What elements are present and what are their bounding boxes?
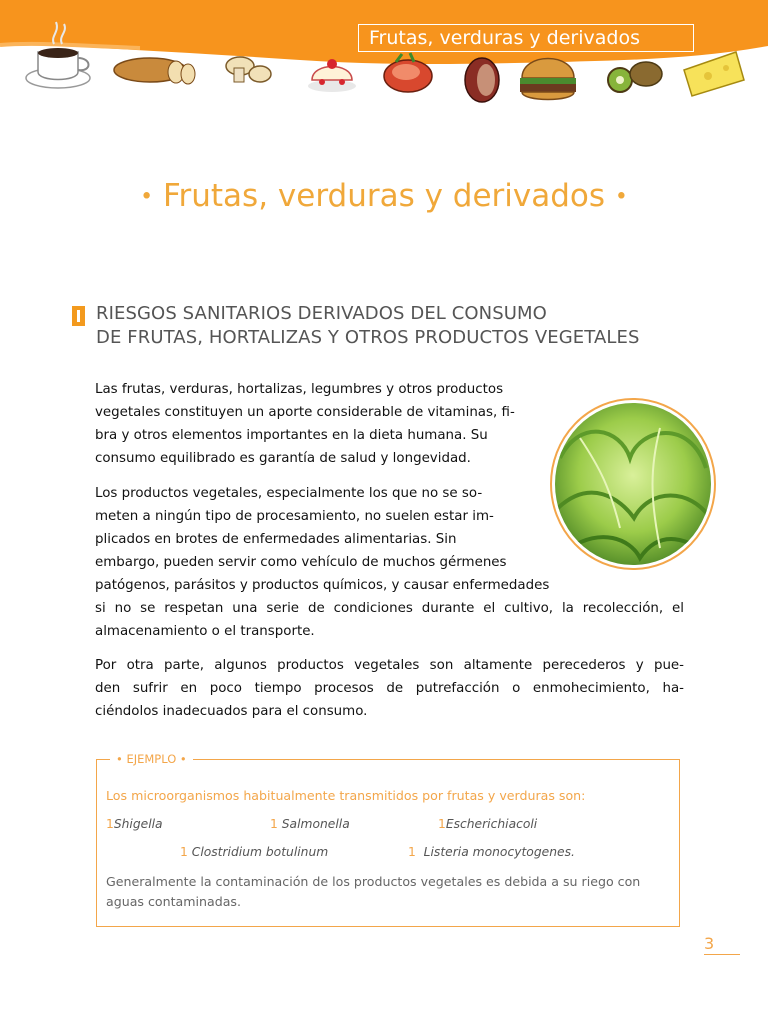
paragraph-2-line-2: meten a ningún tipo de procesamiento, no suelen estar im- (95, 509, 494, 524)
example-item-escherichia (438, 814, 537, 834)
title-bullet-left: • (140, 184, 154, 210)
header-title: Frutas, verduras y derivados (358, 24, 694, 52)
item-marker: 1 (180, 845, 188, 859)
item-text: Clostridium botulinum (191, 845, 329, 859)
example-item-listeria (408, 842, 575, 862)
example-item-clostridium (180, 842, 328, 862)
paragraph-1-line-3: bra y otros elementos importantes en la dieta humana. Su (95, 428, 488, 443)
paragraph-3-line-2: den sufrir en poco tiempo procesos de putrefacción o enmohecimiento, ha- (95, 681, 684, 696)
bread-icon (114, 58, 195, 84)
item-marker: 1 (270, 817, 278, 831)
paragraph-2-line-3: plicados en brotes de enfermedades alimentarias. Sin (95, 532, 457, 547)
example-footer-line1: Generalmente la contaminación de los productos vegetales es debida a su riego con (106, 874, 641, 889)
page-number: 3 (704, 934, 740, 955)
paragraph-1-line-4: consumo equilibrado es garantía de salud y longevidad. (95, 451, 471, 466)
section-marker-icon (72, 306, 85, 326)
mushrooms-icon (226, 57, 271, 82)
page-title (0, 176, 768, 218)
lettuce-photo (550, 398, 716, 570)
item-marker: 1 (106, 817, 114, 831)
paragraph-2-line-5: patógenos, parásitos y productos químicos, y causar enfermedades (95, 578, 550, 593)
page-title-text: Frutas, verduras y derivados (162, 178, 606, 214)
dessert-icon (308, 59, 356, 92)
paragraph-2-line-4: embargo, pueden servir como vehículo de muchos gérmenes (95, 555, 507, 570)
paragraph-3-line-3: ciéndolos inadecuados para el consumo. (95, 704, 368, 719)
header-banner (0, 0, 768, 104)
item-text: Shigella (113, 817, 163, 831)
onion-icon (465, 58, 499, 102)
item-marker: 1 (408, 845, 416, 859)
item-text: Escherichiacoli (445, 817, 538, 831)
kiwi-icon (608, 62, 662, 92)
example-intro: Los microorganismos habitualmente transmitidos por frutas y verduras son: (106, 788, 586, 803)
hamburger-icon (520, 59, 576, 100)
example-footer-line2: aguas contaminadas. (106, 894, 241, 909)
section-heading-line2: DE FRUTAS, HORTALIZAS Y OTROS PRODUCTOS VEGETALES (96, 327, 640, 348)
example-label: • EJEMPLO • (110, 750, 193, 768)
example-item-shigella (106, 814, 163, 834)
paragraph-2-line-7: almacenamiento o el transporte. (95, 624, 315, 639)
item-text: Listeria monocytogenes. (423, 845, 575, 859)
section-heading-line1: RIESGOS SANITARIOS DERIVADOS DEL CONSUMO (96, 303, 547, 324)
title-bullet-right: • (614, 184, 628, 210)
paragraph-2-line-6: si no se respetan una serie de condiciones durante el cultivo, la recolección, el (95, 601, 684, 616)
paragraph-1-line-2: vegetales constituyen un aporte considerable de vitaminas, fi- (95, 405, 515, 420)
example-item-salmonella (270, 814, 350, 834)
item-marker: 1 (438, 817, 446, 831)
cheese-icon (684, 52, 744, 96)
paragraph-2-line-1: Los productos vegetales, especialmente los que no se so- (95, 486, 483, 501)
item-text: Salmonella (281, 817, 350, 831)
paragraph-3-line-1: Por otra parte, algunos productos vegetales son altamente perecederos y pue- (95, 658, 684, 673)
paragraph-1-line-1: Las frutas, verduras, hortalizas, legumbres y otros productos (95, 382, 504, 397)
